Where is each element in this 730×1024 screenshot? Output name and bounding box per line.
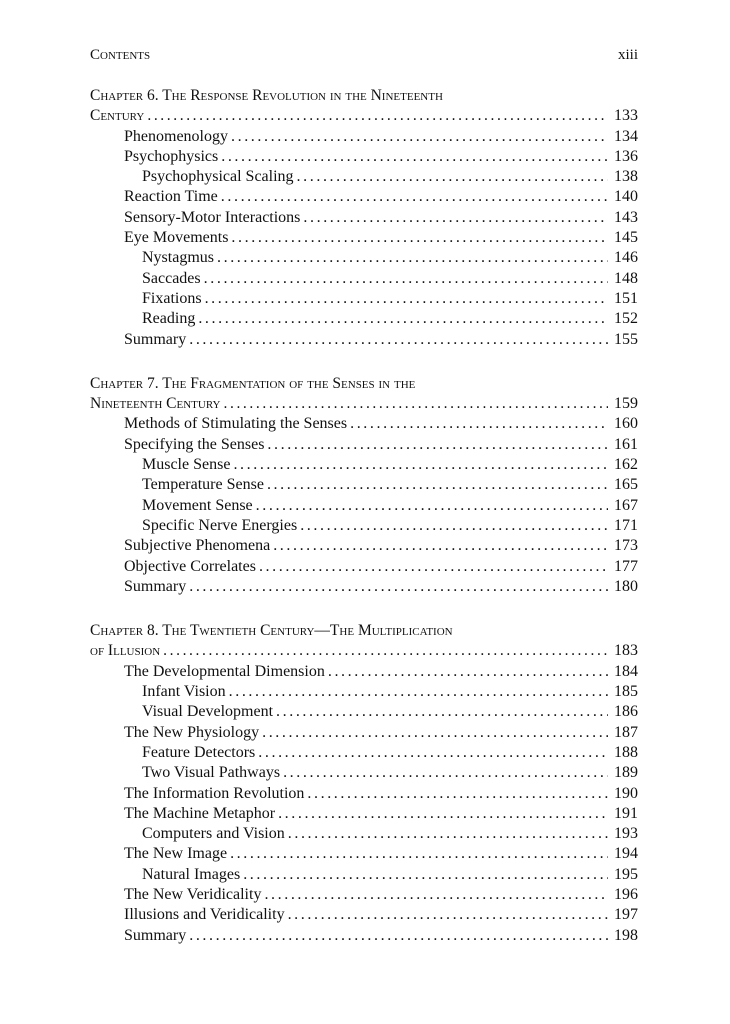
toc-subentry bbox=[90, 269, 638, 289]
entry-page-number: 155 bbox=[614, 330, 638, 348]
entry-label: Objective Correlates bbox=[124, 557, 256, 575]
dot-leader bbox=[288, 824, 608, 844]
entry-page-number: 140 bbox=[614, 188, 638, 206]
chapter-section bbox=[90, 374, 638, 597]
entry-label: Reading bbox=[142, 310, 196, 328]
entry-page-number: 167 bbox=[614, 496, 638, 514]
entry-label: Nineteenth Century bbox=[90, 395, 221, 413]
entry-label: Saccades bbox=[142, 269, 201, 287]
toc-entry bbox=[90, 536, 638, 556]
header-page-number: xiii bbox=[617, 47, 638, 63]
toc-entry bbox=[90, 723, 638, 743]
entry-page-number: 173 bbox=[614, 537, 638, 555]
dot-leader bbox=[267, 475, 608, 495]
dot-leader bbox=[243, 865, 608, 885]
entry-label: Specific Nerve Energies bbox=[142, 516, 298, 534]
entry-page-number: 185 bbox=[614, 683, 638, 701]
dot-leader bbox=[303, 208, 608, 228]
toc-entry bbox=[90, 844, 638, 864]
entry-label: The New Physiology bbox=[124, 723, 260, 741]
entry-page-number: 159 bbox=[614, 395, 638, 413]
dot-leader bbox=[350, 414, 608, 434]
entry-label: Feature Detectors bbox=[142, 743, 256, 761]
dot-leader bbox=[283, 763, 608, 783]
chapter-title-continuation bbox=[90, 641, 638, 661]
dot-leader bbox=[256, 496, 608, 516]
entry-page-number: 133 bbox=[614, 107, 638, 125]
toc-entry bbox=[90, 435, 638, 455]
dot-leader bbox=[221, 187, 608, 207]
entry-page-number: 188 bbox=[614, 743, 638, 761]
entry-label: Temperature Sense bbox=[142, 476, 264, 494]
toc-entry bbox=[90, 926, 638, 946]
entry-label: Summary bbox=[124, 330, 187, 348]
dot-leader bbox=[231, 228, 608, 248]
chapter-title: Chapter 6. The Response Revolution in the Nineteenth bbox=[90, 87, 443, 104]
entry-page-number: 151 bbox=[614, 289, 638, 307]
entry-page-number: 184 bbox=[614, 662, 638, 680]
dot-leader bbox=[276, 702, 608, 722]
entry-label: The New Veridicality bbox=[124, 885, 262, 903]
dot-leader bbox=[147, 106, 608, 126]
dot-leader bbox=[278, 804, 608, 824]
entry-label: Natural Images bbox=[142, 865, 241, 883]
entry-page-number: 148 bbox=[614, 269, 638, 287]
entry-page-number: 152 bbox=[614, 310, 638, 328]
entry-page-number: 189 bbox=[614, 764, 638, 782]
dot-leader bbox=[231, 127, 608, 147]
chapter-title-continuation bbox=[90, 106, 638, 126]
dot-leader bbox=[204, 269, 608, 289]
entry-page-number: 180 bbox=[614, 577, 638, 595]
entry-label: Phenomenology bbox=[124, 127, 228, 145]
toc-entry bbox=[90, 905, 638, 925]
table-of-contents bbox=[90, 86, 638, 946]
entry-page-number: 162 bbox=[614, 456, 638, 474]
entry-label: The Developmental Dimension bbox=[124, 662, 325, 680]
toc-entry bbox=[90, 577, 638, 597]
toc-entry bbox=[90, 330, 638, 350]
dot-leader bbox=[189, 577, 608, 597]
toc-subentry bbox=[90, 455, 638, 475]
entry-page-number: 171 bbox=[614, 516, 638, 534]
entry-label: The New Image bbox=[124, 845, 228, 863]
chapter-title: Chapter 8. The Twentieth Century—The Multiplication bbox=[90, 622, 453, 640]
chapter-title: Chapter 7. The Fragmentation of the Senses in the bbox=[90, 374, 416, 392]
running-header bbox=[90, 44, 638, 66]
entry-page-number: 193 bbox=[614, 825, 638, 843]
dot-leader bbox=[205, 289, 608, 309]
entry-label: Summary bbox=[124, 926, 187, 944]
entry-label: Illusions and Veridicality bbox=[124, 906, 285, 924]
dot-leader bbox=[264, 885, 608, 905]
entry-label: Movement Sense bbox=[142, 496, 253, 514]
toc-subentry bbox=[90, 743, 638, 763]
toc-entry bbox=[90, 662, 638, 682]
dot-leader bbox=[198, 309, 608, 329]
toc-entry bbox=[90, 187, 638, 207]
entry-page-number: 190 bbox=[614, 784, 638, 802]
dot-leader bbox=[224, 394, 609, 414]
dot-leader bbox=[300, 516, 608, 536]
dot-leader bbox=[273, 536, 608, 556]
toc-entry bbox=[90, 414, 638, 434]
toc-subentry bbox=[90, 824, 638, 844]
toc-entry bbox=[90, 557, 638, 577]
entry-label: Subjective Phenomena bbox=[124, 537, 271, 555]
chapter-title-continuation bbox=[90, 394, 638, 414]
entry-page-number: 160 bbox=[614, 415, 638, 433]
dot-leader bbox=[189, 330, 608, 350]
dot-leader bbox=[221, 147, 608, 167]
entry-page-number: 186 bbox=[614, 703, 638, 721]
entry-page-number: 177 bbox=[614, 557, 638, 575]
entry-label: Muscle Sense bbox=[142, 456, 231, 474]
entry-label: Psychophysics bbox=[124, 147, 219, 165]
dot-leader bbox=[259, 557, 608, 577]
dot-leader bbox=[288, 905, 608, 925]
dot-leader bbox=[233, 455, 608, 475]
dot-leader bbox=[258, 743, 608, 763]
entry-page-number: 136 bbox=[614, 147, 638, 165]
entry-page-number: 191 bbox=[614, 804, 638, 822]
entry-label: Summary bbox=[124, 577, 187, 595]
entry-page-number: 145 bbox=[614, 229, 638, 247]
entry-label: Methods of Stimulating the Senses bbox=[124, 415, 348, 433]
toc-subentry bbox=[90, 516, 638, 536]
toc-subentry bbox=[90, 475, 638, 495]
dot-leader bbox=[297, 167, 608, 187]
toc-subentry bbox=[90, 865, 638, 885]
dot-leader bbox=[163, 641, 608, 661]
chapter-section bbox=[90, 86, 638, 350]
entry-page-number: 138 bbox=[614, 168, 638, 186]
toc-entry bbox=[90, 804, 638, 824]
entry-page-number: 143 bbox=[614, 208, 638, 226]
dot-leader bbox=[307, 784, 608, 804]
dot-leader bbox=[230, 844, 608, 864]
entry-page-number: 165 bbox=[614, 476, 638, 494]
entry-page-number: 196 bbox=[614, 885, 638, 903]
dot-leader bbox=[189, 926, 608, 946]
entry-label: of Illusion bbox=[90, 642, 161, 660]
toc-entry bbox=[90, 127, 638, 147]
header-title: Contents bbox=[90, 47, 151, 63]
entry-label: Century bbox=[90, 107, 145, 125]
entry-label: Two Visual Pathways bbox=[142, 764, 281, 782]
toc-subentry bbox=[90, 289, 638, 309]
toc-page bbox=[90, 44, 638, 970]
dot-leader bbox=[229, 682, 608, 702]
entry-label: Nystagmus bbox=[142, 249, 214, 267]
entry-page-number: 146 bbox=[614, 249, 638, 267]
entry-page-number: 195 bbox=[614, 865, 638, 883]
entry-page-number: 198 bbox=[614, 926, 638, 944]
toc-subentry bbox=[90, 702, 638, 722]
entry-label: The Machine Metaphor bbox=[124, 804, 276, 822]
chapter-section bbox=[90, 621, 638, 946]
dot-leader bbox=[262, 723, 608, 743]
entry-page-number: 161 bbox=[614, 435, 638, 453]
toc-entry bbox=[90, 208, 638, 228]
dot-leader bbox=[267, 435, 608, 455]
entry-label: The Information Revolution bbox=[124, 784, 305, 802]
entry-label: Infant Vision bbox=[142, 683, 226, 701]
toc-entry bbox=[90, 885, 638, 905]
entry-label: Eye Movements bbox=[124, 229, 229, 247]
entry-page-number: 187 bbox=[614, 723, 638, 741]
entry-label: Visual Development bbox=[142, 703, 274, 721]
dot-leader bbox=[328, 662, 608, 682]
toc-subentry bbox=[90, 248, 638, 268]
toc-entry bbox=[90, 784, 638, 804]
toc-entry bbox=[90, 147, 638, 167]
entry-label: Computers and Vision bbox=[142, 825, 285, 843]
toc-subentry bbox=[90, 682, 638, 702]
toc-entry bbox=[90, 228, 638, 248]
toc-subentry bbox=[90, 309, 638, 329]
entry-page-number: 183 bbox=[614, 642, 638, 660]
entry-label: Psychophysical Scaling bbox=[142, 168, 294, 186]
entry-page-number: 134 bbox=[614, 127, 638, 145]
entry-page-number: 194 bbox=[614, 845, 638, 863]
toc-subentry bbox=[90, 496, 638, 516]
toc-subentry bbox=[90, 763, 638, 783]
entry-label: Fixations bbox=[142, 289, 202, 307]
dot-leader bbox=[217, 248, 608, 268]
entry-label: Sensory-Motor Interactions bbox=[124, 208, 301, 226]
entry-label: Specifying the Senses bbox=[124, 435, 265, 453]
entry-label: Reaction Time bbox=[124, 188, 218, 206]
entry-page-number: 197 bbox=[614, 906, 638, 924]
toc-subentry bbox=[90, 167, 638, 187]
